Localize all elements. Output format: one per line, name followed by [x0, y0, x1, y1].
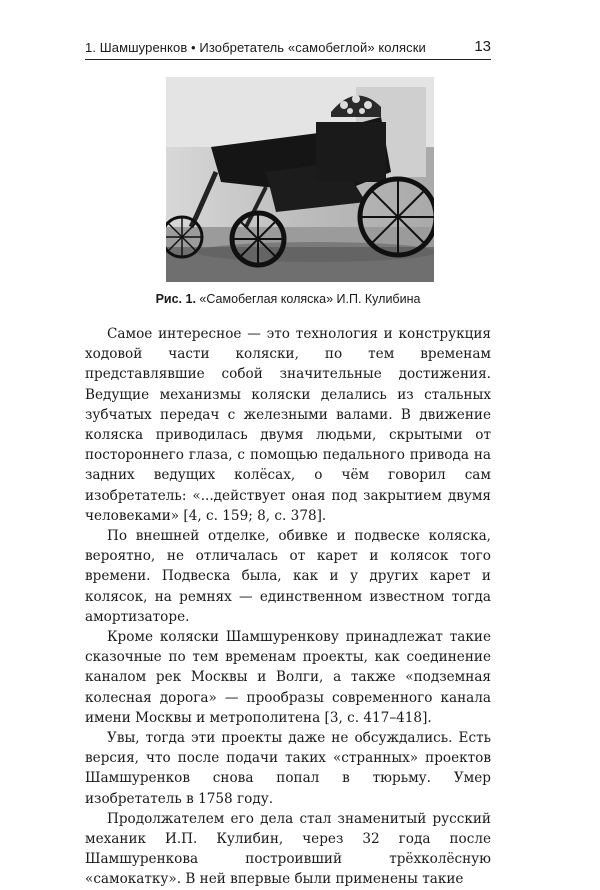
carriage-photo-graphic [166, 77, 434, 282]
running-head [85, 34, 491, 60]
paragraph: Самое интересное — это технология и конструкция ходовой части коляски, по тем временам представлявшие собой значительные достижения. Ведущие механизмы коляски делались из стальных зубчатых передач с железными валами. В движение коляска приводилась двумя людьми, скрытыми от постороннего глаза, с помощью педального привода на задних ведущих колёсах, о чём говорил сам изобретатель: «...действует оная под закрытием двумя человеками» [4, с. 159; 8, с. 378]. [85, 326, 491, 524]
paragraph: По внешней отделке, обивке и подвеске коляска, вероятно, не отличалась от карет и колясок того времени. Подвеска была, как и у других карет и колясок, на ремнях — единственном известном тогда амортизаторе. [85, 528, 491, 625]
running-title: 1. Шамшуренков • Изобретатель «самобеглой» коляски [85, 40, 426, 55]
figure-caption [85, 292, 491, 306]
body-text [85, 324, 491, 890]
paragraph: Продолжателем его дела стал знаменитый русский механик И.П. Кулибин, через 32 года после Шамшуренкова построивший трёхколёсную «самокатку». В ней впервые были применены такие [85, 810, 491, 888]
paragraph: Увы, тогда эти проекты даже не обсуждались. Есть версия, что после подачи таких «странных» проектов Шамшуренков снова попал в тюрьму. Умер изобретатель в 1758 году. [85, 730, 491, 807]
paragraph: Кроме коляски Шамшуренкову принадлежат такие сказочные по тем временам проекты, как соединение каналом рек Москвы и Волги, а также «подземная колесная дорога» — прообразы современного канала имени Москвы и метрополитена [3, с. 417–418]. [85, 629, 491, 726]
figure-caption-text: «Самобеглая коляска» И.П. Кулибина [199, 292, 421, 306]
figure-label: Рис. 1. [155, 292, 196, 306]
page-number: 13 [474, 38, 491, 55]
carriage-photo [166, 77, 434, 282]
